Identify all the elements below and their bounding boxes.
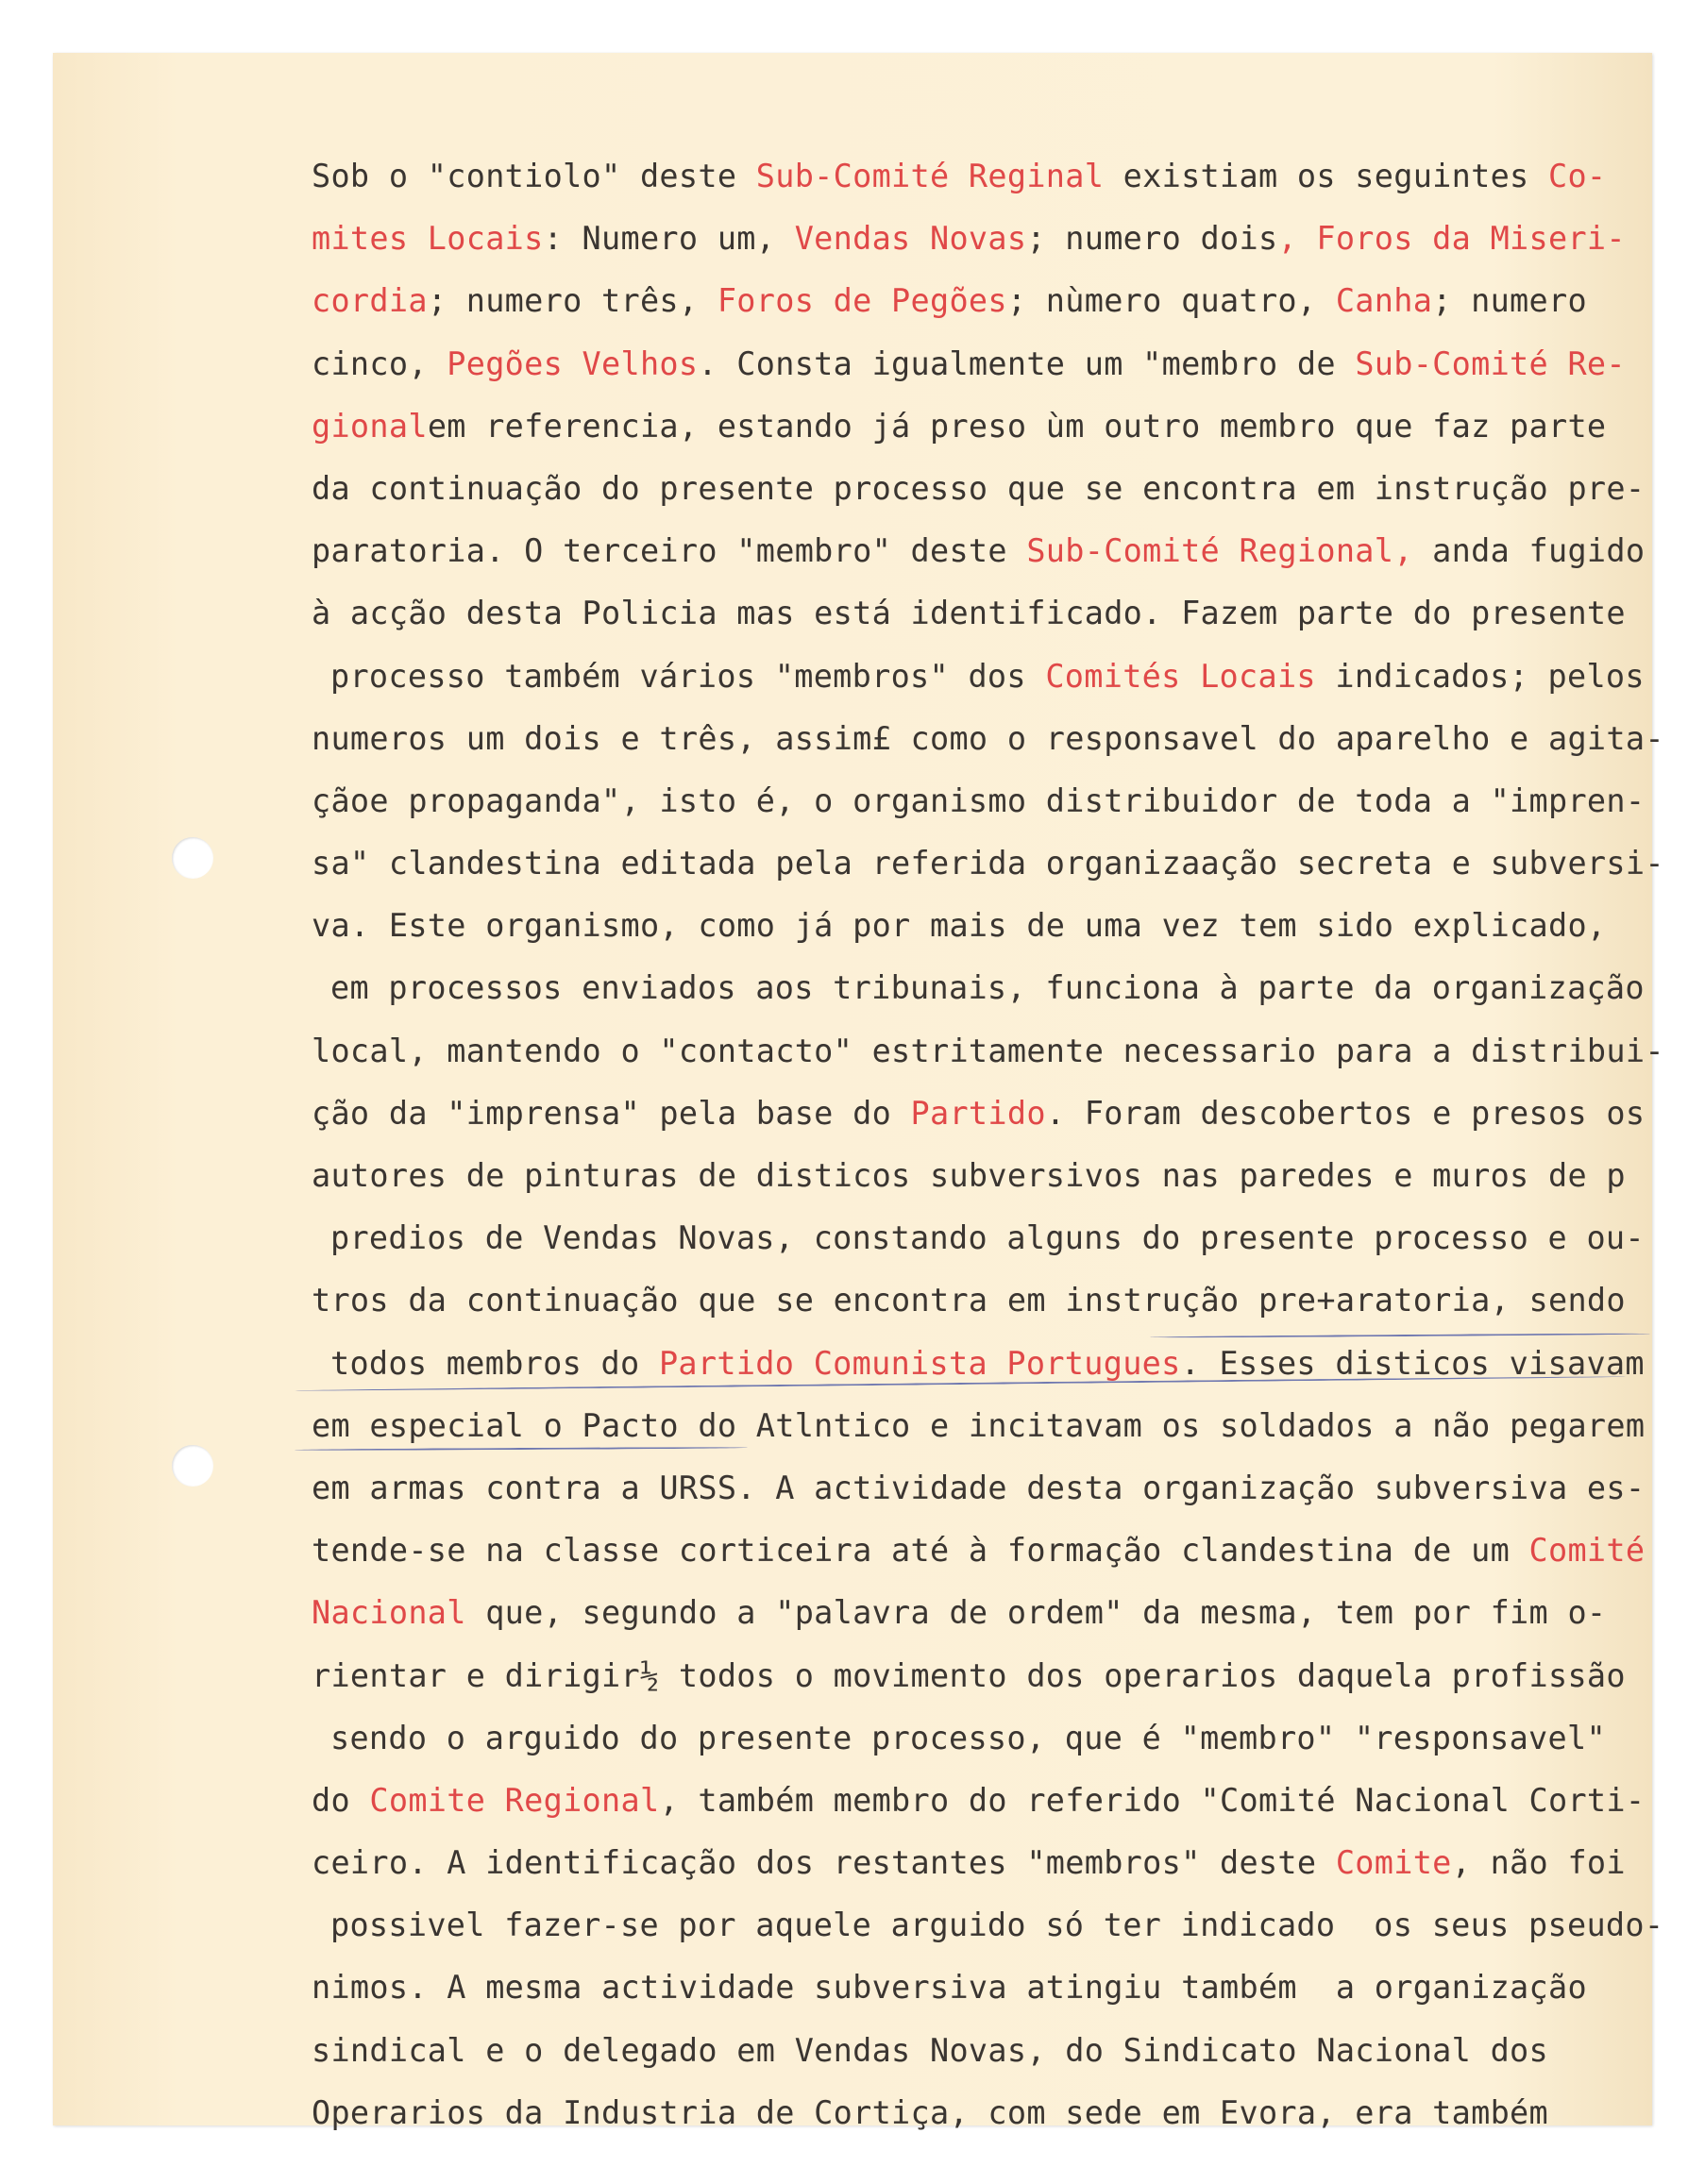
- text-segment: paratoria. O terceiro "membro" deste: [312, 532, 1027, 570]
- text-line: [312, 708, 1662, 770]
- text-segment: . Esses disticos visavam: [1180, 1344, 1645, 1382]
- highlighted-term: Nacional: [312, 1594, 466, 1632]
- text-line: [312, 145, 1662, 208]
- highlighted-term: Vendas Novas: [794, 220, 1027, 258]
- text-segment: à acção desta Policia mas está identificado. Fazem parte do presente: [312, 595, 1626, 632]
- text-line: [312, 2020, 1662, 2082]
- text-segment: Sob o "contiolo" deste: [312, 158, 756, 194]
- highlighted-term: Sub-Comité Regional,: [1026, 532, 1413, 570]
- text-line: [312, 270, 1662, 332]
- text-segment: autores de pinturas de disticos subversivos nas paredes e muros de p: [312, 1157, 1626, 1194]
- highlighted-term: mites Locais: [312, 220, 544, 258]
- text-segment: , não foi: [1451, 1844, 1626, 1882]
- text-line: [312, 895, 1662, 957]
- text-line: [312, 957, 1662, 1019]
- text-segment: çãoe propaganda", isto é, o organismo distribuidor de toda a "impren-: [312, 781, 1646, 819]
- highlighted-term: Co-: [1548, 158, 1607, 194]
- text-segment: ceiro. A identificação dos restantes "membros" deste: [312, 1844, 1336, 1882]
- text-line: [312, 458, 1662, 520]
- text-line: [312, 1020, 1662, 1083]
- text-line: [312, 1145, 1662, 1207]
- text-segment: . Foram descobertos e presos os: [1045, 1094, 1646, 1132]
- text-segment: sendo o arguido do presente processo, que é "membro" "responsavel": [330, 1719, 1606, 1756]
- text-line: [312, 1269, 1662, 1332]
- highlighted-term: Canha: [1335, 282, 1433, 320]
- text-segment: ; nùmero quatro,: [1006, 282, 1336, 320]
- text-segment: existiam os seguintes: [1104, 158, 1548, 194]
- text-segment: ; numero dois: [1026, 220, 1278, 258]
- text-line: [312, 646, 1662, 708]
- punch-hole: [172, 837, 213, 879]
- text-line: [312, 1333, 1662, 1395]
- text-line: [312, 1957, 1662, 2019]
- text-segment: ; numero: [1432, 282, 1587, 320]
- text-segment: que, segundo a "palavra de ordem" da mesma, tem por fim o-: [465, 1594, 1607, 1632]
- text-segment: . Consta igualmente um "membro de: [698, 344, 1356, 382]
- text-line: [312, 1770, 1662, 1832]
- text-line: [312, 1520, 1662, 1582]
- highlighted-term: Comité: [1528, 1532, 1646, 1570]
- highlighted-term: Pegões Velhos: [447, 344, 699, 382]
- text-line: [312, 770, 1662, 832]
- text-line: [312, 520, 1662, 582]
- highlighted-term: gional: [312, 407, 428, 445]
- highlighted-term: , Foros da Miseri-: [1277, 220, 1626, 258]
- highlighted-term: Foros de Pegões: [717, 282, 1007, 320]
- text-segment: tros da continuação que se encontra em instrução pre+aratoria, sendo: [312, 1282, 1626, 1319]
- text-segment: sindical e o delegado em Vendas Novas, do Sindicato Nacional dos: [312, 2031, 1548, 2069]
- punch-hole: [172, 1445, 213, 1487]
- text-segment: todos membros do: [330, 1344, 659, 1382]
- text-segment: ção da "imprensa" pela base do: [312, 1094, 911, 1132]
- text-segment: do: [312, 1781, 370, 1819]
- text-segment: nimos. A mesma actividade subversiva atingiu também a organização: [312, 1969, 1587, 2007]
- text-segment: anda fugido: [1412, 532, 1646, 570]
- text-line: [312, 832, 1662, 895]
- text-segment: indicados; pelos: [1315, 657, 1645, 695]
- text-segment: ; numero três,: [427, 282, 717, 320]
- text-line: [312, 582, 1662, 645]
- highlighted-term: Comite Regional: [369, 1781, 660, 1819]
- highlighted-term: Comités Locais: [1045, 657, 1316, 695]
- text-segment: possivel fazer-se por aquele arguido só ter indicado os seus pseudo-: [330, 1907, 1664, 1944]
- text-segment: da continuação do presente processo que se encontra em instrução pre-: [312, 469, 1646, 507]
- text-line: [312, 1207, 1662, 1269]
- text-line: [312, 1645, 1662, 1707]
- text-segment: em especial o Pacto do Atlntico e incitavam os soldados a não pegarem: [312, 1406, 1646, 1444]
- text-segment: rientar e dirigir½ todos o movimento dos operarios daquela profissão: [312, 1656, 1626, 1694]
- text-segment: tende-se na classe corticeira até à formação clandestina de um: [312, 1532, 1529, 1570]
- highlighted-term: Partido Comunista Portugues: [658, 1344, 1181, 1382]
- text-line: [312, 333, 1662, 395]
- text-segment: sa" clandestina editada pela referida organizaação secreta e subversi-: [312, 845, 1664, 882]
- text-line: [312, 2082, 1662, 2144]
- highlighted-term: cordia: [312, 282, 428, 320]
- highlighted-term: Sub-Comité Reginal: [755, 158, 1105, 194]
- highlighted-term: Comite: [1335, 1844, 1452, 1882]
- text-segment: Operarios da Industria de Cortiça, com sede em Evora, era também: [312, 2093, 1548, 2131]
- text-line: [312, 208, 1662, 270]
- text-segment: em armas contra a URSS. A actividade desta organização subversiva es-: [312, 1469, 1646, 1506]
- text-segment: : Numero um,: [543, 220, 795, 258]
- text-segment: cinco,: [312, 344, 447, 382]
- text-segment: numeros um dois e três, assim£ como o responsavel do aparelho e agita-: [312, 719, 1664, 757]
- text-segment: em referencia, estando já preso ùm outro membro que faz parte: [427, 407, 1607, 445]
- document-page: [53, 53, 1664, 2131]
- highlighted-term: Partido: [910, 1094, 1046, 1132]
- text-line: [312, 395, 1662, 458]
- text-line: [312, 1894, 1662, 1957]
- text-segment: predios de Vendas Novas, constando alguns do presente processo e ou-: [330, 1219, 1645, 1257]
- text-segment: em processos enviados aos tribunais, funciona à parte da organização: [330, 969, 1645, 1007]
- typewritten-text: [312, 145, 1662, 2144]
- text-segment: local, mantendo o "contacto" estritamente necessario para a distribui-: [312, 1032, 1664, 1069]
- text-line: [312, 1582, 1662, 1644]
- text-line: [312, 1457, 1662, 1520]
- text-segment: , também membro do referido "Comité Nacional Corti-: [659, 1781, 1646, 1819]
- text-line: [312, 1832, 1662, 1894]
- highlighted-term: Sub-Comité Re-: [1355, 344, 1626, 382]
- text-line: [312, 1707, 1662, 1770]
- text-segment: va. Este organismo, como já por mais de uma vez tem sido explicado,: [312, 907, 1607, 945]
- text-line: [312, 1083, 1662, 1145]
- text-segment: processo também vários "membros" dos: [330, 657, 1046, 695]
